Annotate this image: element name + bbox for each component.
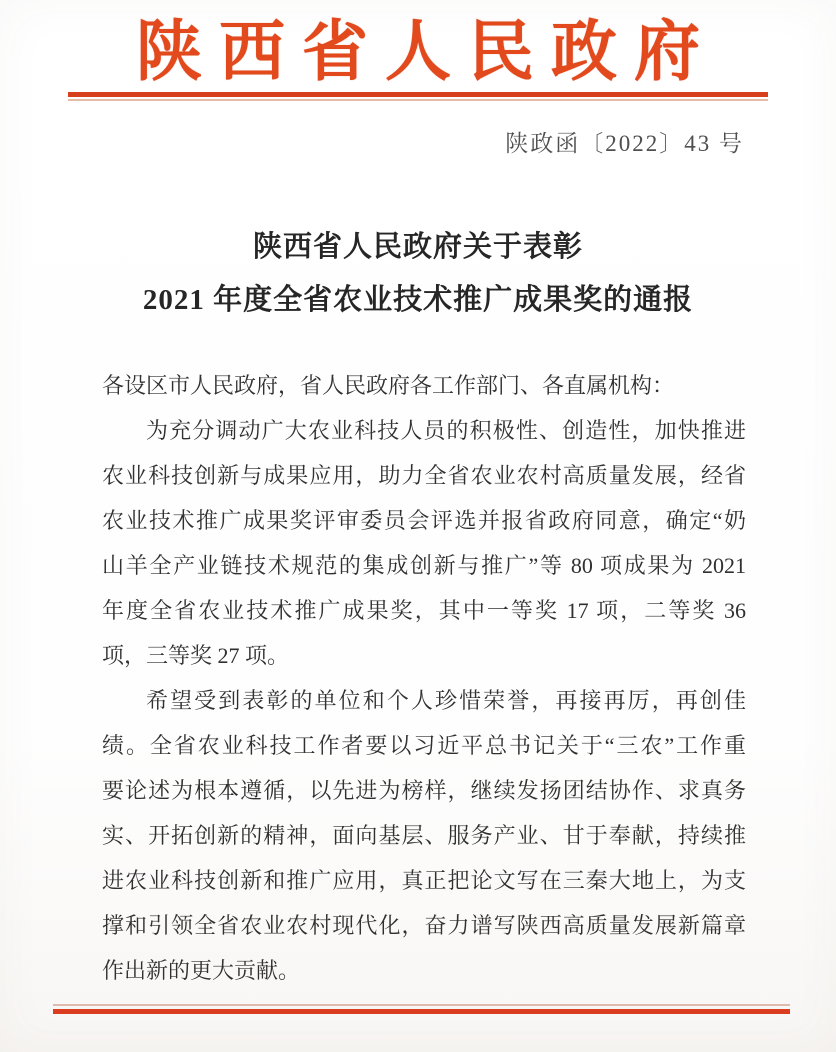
footer-rule-thick-line (53, 1009, 790, 1014)
body-line: 农业技术推广成果奖评审委员会评选并报省政府同意，确定“奶 (102, 508, 746, 533)
body-line: 为充分调动广大农业科技人员的积极性、创造性，加快推进 (146, 418, 746, 443)
masthead-rule-thin-line (68, 99, 768, 101)
masthead-title: 陕西省人民政府 (136, 16, 717, 89)
body-line: 农业科技创新与成果应用，助力全省农业农村高质量发展，经省 (102, 463, 746, 488)
body-line: 撑和引领全省农业农村现代化，奋力谱写陕西高质量发展新篇章 (102, 913, 746, 938)
body-line: 要论述为根本遵循，以先进为榜样，继续发扬团结协作、求真务 (102, 778, 746, 803)
body-line: 希望受到表彰的单位和个人珍惜荣誉，再接再厉，再创佳 (146, 688, 746, 713)
salutation-line: 各设区市人民政府，省人民政府各工作部门、各直属机构： (102, 373, 675, 398)
body-line: 实、开拓创新的精神，面向基层、服务产业、甘于奉献，持续推 (102, 823, 746, 848)
body-line: 作出新的更大贡献。 (102, 958, 301, 983)
body-line: 进农业科技创新和推广应用，真正把论文写在三秦大地上，为支 (102, 868, 746, 893)
body-line: 项，三等奖 27 项。 (102, 643, 290, 668)
title-line-2: 2021 年度全省农业技术推广成果奖的通报 (142, 284, 694, 316)
body-line: 绩。全省农业科技工作者要以习近平总书记关于“三农”工作重 (102, 733, 747, 758)
document-body (102, 363, 746, 993)
doc-number: 陕政函〔2022〕43 号 (505, 131, 744, 156)
body-line: 山羊全产业链技术规范的集成创新与推广”等 80 项成果为 2021 (102, 553, 746, 578)
body-lines (102, 408, 746, 993)
masthead-rule (68, 92, 768, 101)
document-title (0, 221, 836, 327)
title-line-1: 陕西省人民政府关于表彰 (252, 231, 583, 263)
footer-rule (53, 1004, 790, 1014)
body-line: 年度全省农业技术推广成果奖，其中一等奖 17 项，二等奖 36 (102, 598, 746, 623)
